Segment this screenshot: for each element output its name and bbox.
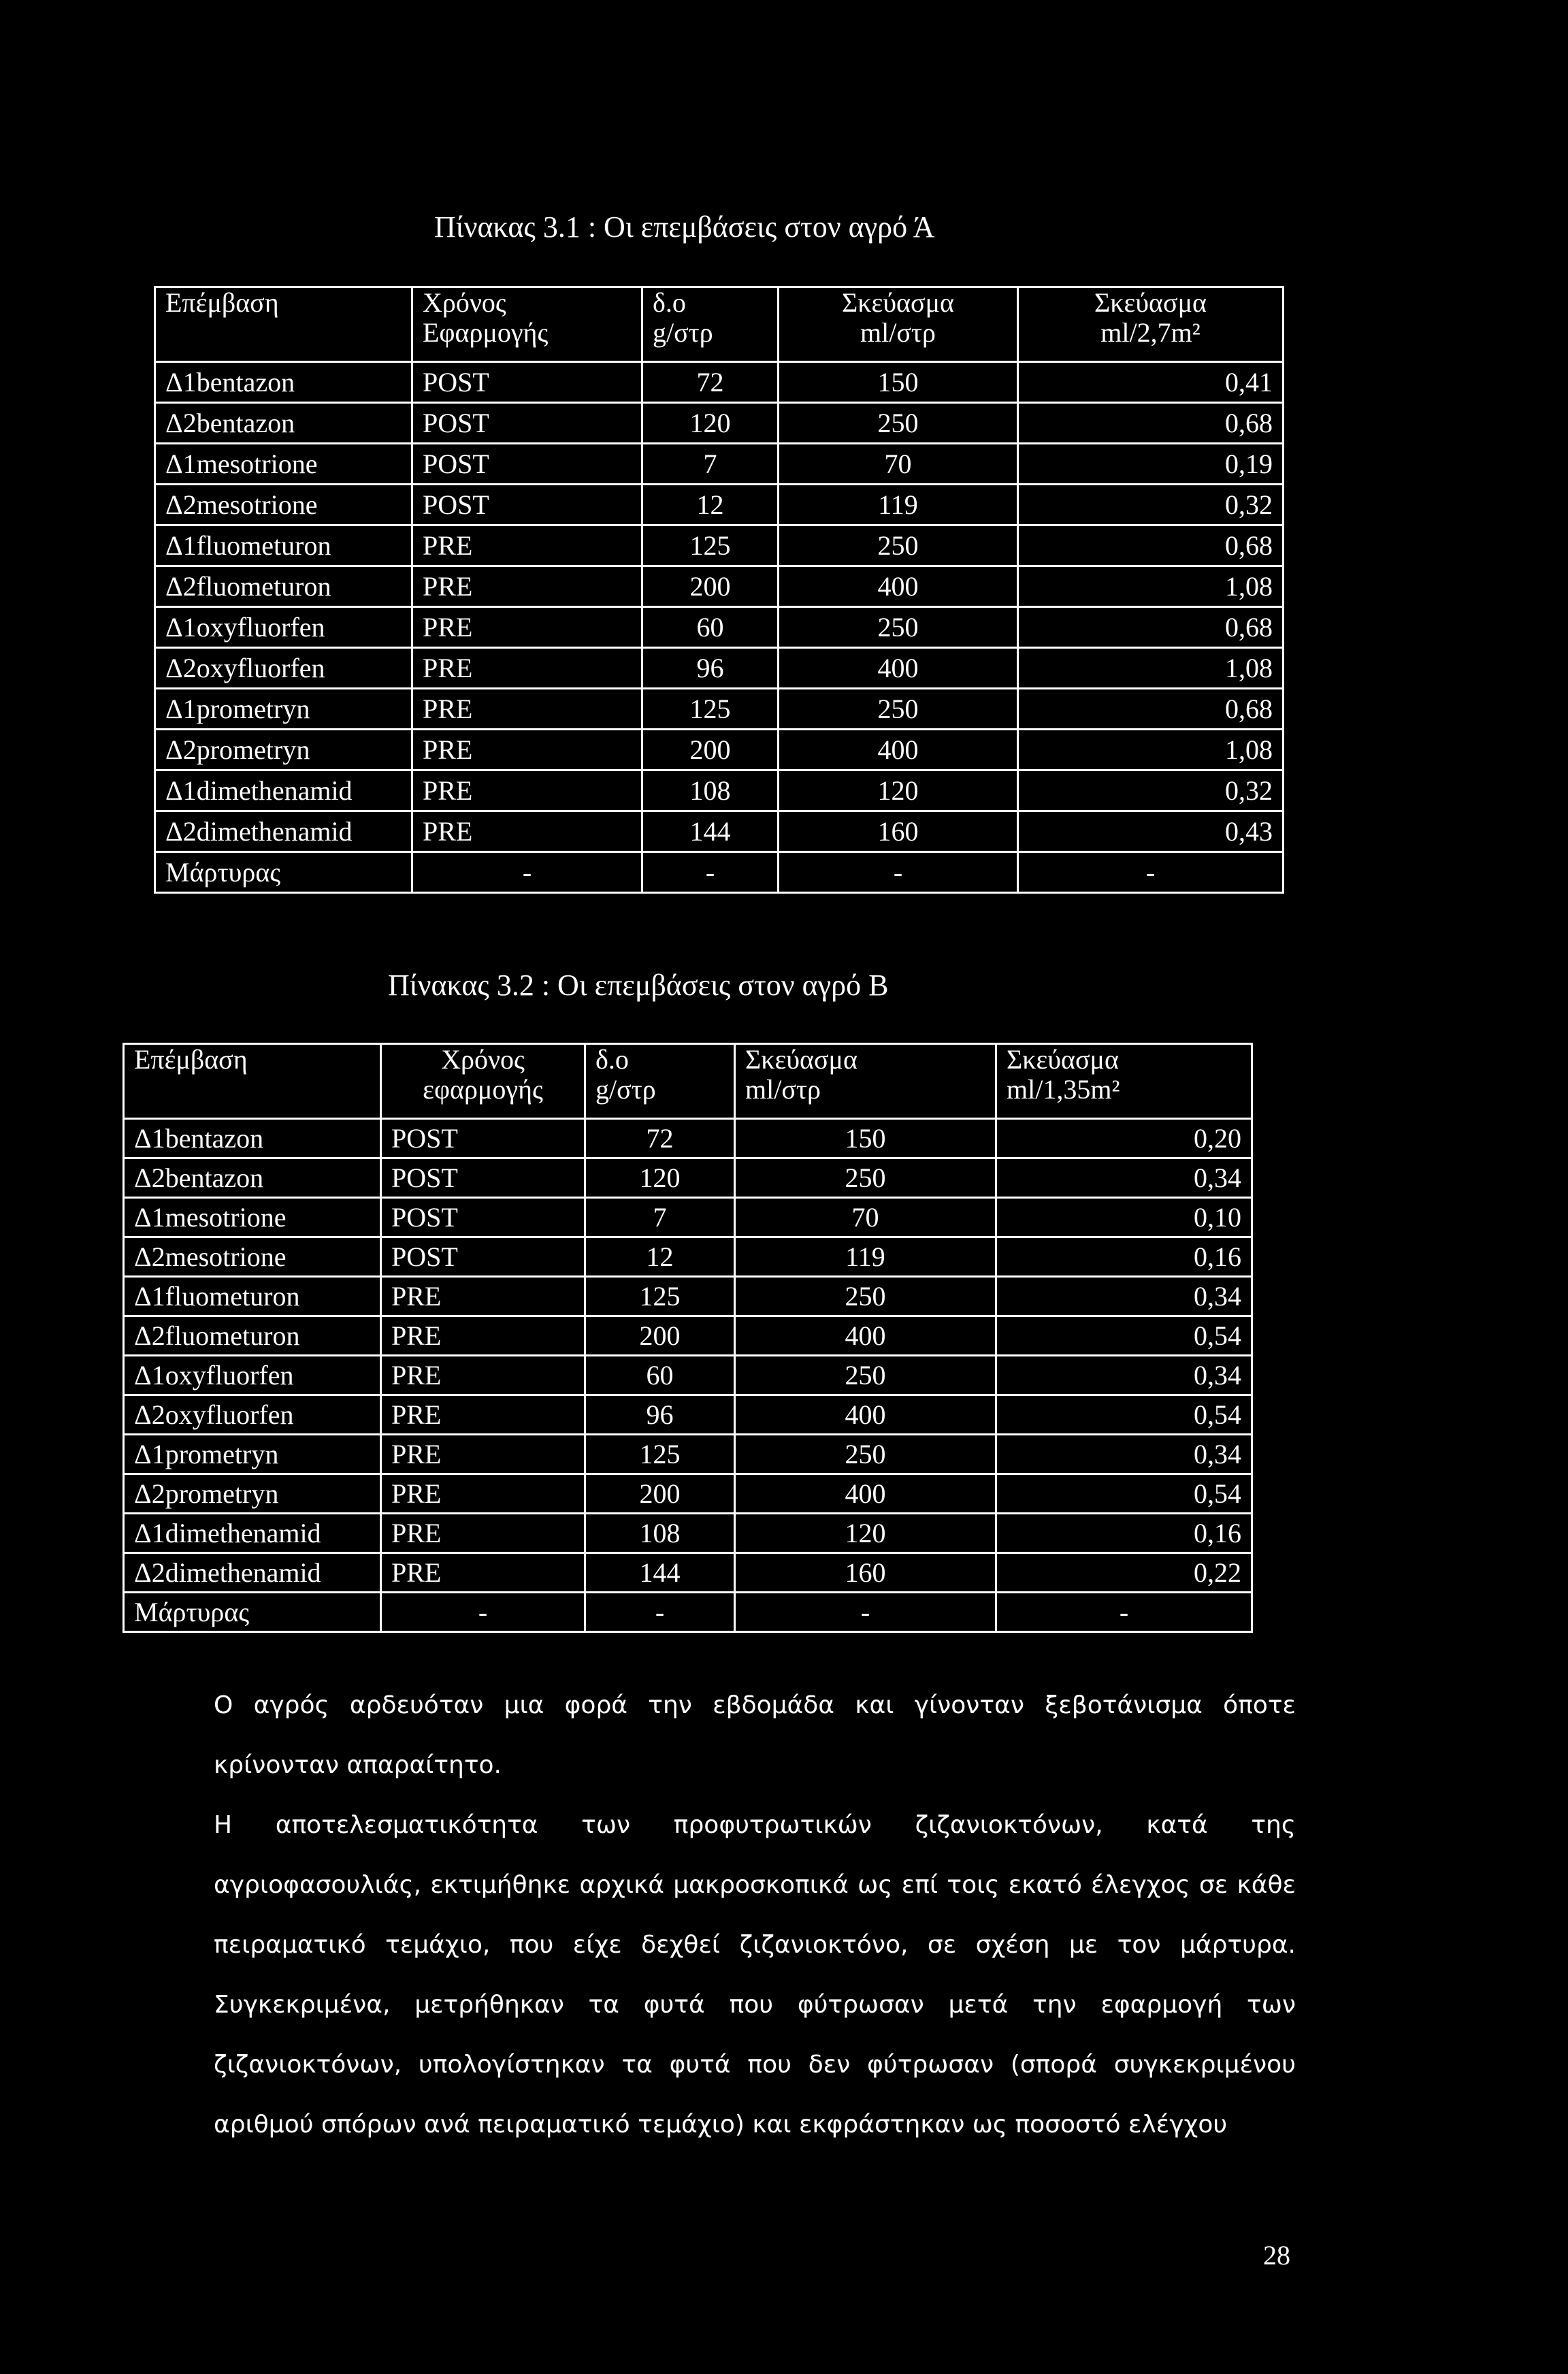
table-row: [155, 444, 1284, 485]
table-row: [155, 607, 1284, 648]
table-cell: Δ2prometryn: [124, 1474, 381, 1514]
table-cell: 119: [735, 1237, 996, 1277]
table-cell: PRE: [381, 1474, 585, 1514]
table-row: [124, 1316, 1252, 1356]
table-row: [124, 1593, 1252, 1632]
table-row: [124, 1474, 1252, 1514]
table-cell: 400: [735, 1395, 996, 1435]
table-cell: Δ1fluometuron: [124, 1277, 381, 1316]
table-cell: Μάρτυρας: [124, 1593, 381, 1632]
table-row: [155, 811, 1284, 852]
table-row: [124, 1514, 1252, 1553]
table-cell: 60: [642, 607, 779, 648]
page-number: 28: [1263, 2240, 1290, 2271]
table-cell: PRE: [381, 1435, 585, 1474]
table-cell: POST: [412, 444, 642, 485]
table-cell: Δ2oxyfluorfen: [155, 648, 412, 689]
table-cell: -: [996, 1593, 1252, 1632]
table-cell: 200: [642, 566, 779, 607]
table-cell: POST: [412, 485, 642, 525]
table-cell: 160: [779, 811, 1018, 852]
table-cell: Δ1oxyfluorfen: [155, 607, 412, 648]
table-cell: 250: [779, 403, 1018, 444]
table-row: [155, 485, 1284, 525]
table2-header-cell: Σκεύασμα ml/στρ: [735, 1044, 996, 1119]
table-cell: 108: [585, 1514, 735, 1553]
table-cell: 0,10: [996, 1198, 1252, 1237]
table-cell: 0,34: [996, 1356, 1252, 1395]
table1: [154, 286, 1284, 894]
table1-caption: Πίνακας 3.1 : Οι επεμβάσεις στον αγρό Ά: [434, 210, 935, 244]
table-cell: 7: [642, 444, 779, 485]
table-cell: Μάρτυρας: [155, 852, 412, 893]
table-row: [124, 1356, 1252, 1395]
table-cell: -: [642, 852, 779, 893]
table-cell: PRE: [412, 689, 642, 730]
table-cell: Δ1mesotrione: [124, 1198, 381, 1237]
table-cell: PRE: [412, 730, 642, 770]
table-row: [124, 1158, 1252, 1198]
table-cell: PRE: [381, 1356, 585, 1395]
table-cell: Δ2fluometuron: [124, 1316, 381, 1356]
table-cell: Δ1prometryn: [155, 689, 412, 730]
body-text: [214, 1676, 1296, 2155]
table-cell: 1,08: [1018, 730, 1284, 770]
table-row: [155, 525, 1284, 566]
table-cell: 250: [779, 689, 1018, 730]
table-cell: 72: [642, 362, 779, 403]
table-cell: Δ2mesotrione: [124, 1237, 381, 1277]
table-cell: 144: [642, 811, 779, 852]
table-cell: Δ2mesotrione: [155, 485, 412, 525]
table-cell: Δ1dimethenamid: [124, 1514, 381, 1553]
table-row: [124, 1119, 1252, 1158]
table-row: [155, 362, 1284, 403]
table-row: [124, 1198, 1252, 1237]
table-cell: POST: [412, 362, 642, 403]
table-cell: Δ2dimethenamid: [124, 1553, 381, 1593]
table-cell: Δ2dimethenamid: [155, 811, 412, 852]
table-cell: 1,08: [1018, 566, 1284, 607]
table-cell: Δ2prometryn: [155, 730, 412, 770]
table-cell: Δ1dimethenamid: [155, 770, 412, 811]
table-cell: -: [779, 852, 1018, 893]
table-cell: POST: [381, 1158, 585, 1198]
table-cell: 400: [779, 648, 1018, 689]
table-cell: PRE: [381, 1395, 585, 1435]
table-cell: 150: [779, 362, 1018, 403]
table-cell: -: [412, 852, 642, 893]
table-cell: 0,19: [1018, 444, 1284, 485]
table-cell: 120: [735, 1514, 996, 1553]
table-cell: 108: [642, 770, 779, 811]
table-cell: POST: [381, 1237, 585, 1277]
table-row: [124, 1435, 1252, 1474]
table2-header-cell: δ.ο g/στρ: [585, 1044, 735, 1119]
table-cell: 144: [585, 1553, 735, 1593]
table-cell: 7: [585, 1198, 735, 1237]
table-cell: Δ1fluometuron: [155, 525, 412, 566]
table-cell: 0,32: [1018, 770, 1284, 811]
table-cell: 125: [585, 1435, 735, 1474]
table-cell: PRE: [412, 648, 642, 689]
table2: [122, 1043, 1253, 1633]
table-cell: -: [735, 1593, 996, 1632]
table-cell: 125: [642, 689, 779, 730]
table-cell: Δ2bentazon: [124, 1158, 381, 1198]
table-cell: POST: [381, 1198, 585, 1237]
table-row: [155, 648, 1284, 689]
table-cell: 0,34: [996, 1277, 1252, 1316]
table1-body: [155, 362, 1284, 893]
table-row: [155, 403, 1284, 444]
table-cell: 250: [735, 1356, 996, 1395]
table-cell: 0,54: [996, 1474, 1252, 1514]
table-cell: -: [585, 1593, 735, 1632]
table-row: [155, 566, 1284, 607]
paragraph: Ο αγρός αρδευόταν μια φορά την εβδομάδα και γίνονταν ξεβοτάνισμα όποτε κρίνονταν απαραίτητο.: [214, 1691, 1296, 1779]
table1-header-row: [155, 287, 1284, 362]
table-cell: 250: [735, 1435, 996, 1474]
table-cell: PRE: [412, 607, 642, 648]
table-cell: 125: [585, 1277, 735, 1316]
table-cell: 0,41: [1018, 362, 1284, 403]
table-cell: 250: [735, 1277, 996, 1316]
table-cell: Δ1bentazon: [155, 362, 412, 403]
table2-header-cell: Επέμβαση: [124, 1044, 381, 1119]
table2-body: [124, 1119, 1252, 1632]
table-cell: 200: [642, 730, 779, 770]
table-row: [155, 852, 1284, 893]
table-row: [155, 689, 1284, 730]
table-cell: 200: [585, 1316, 735, 1356]
table-cell: Δ1prometryn: [124, 1435, 381, 1474]
table-cell: 0,68: [1018, 689, 1284, 730]
table-cell: PRE: [381, 1277, 585, 1316]
table-cell: 12: [642, 485, 779, 525]
table-cell: 400: [735, 1316, 996, 1356]
table1-header-cell: δ.ο g/στρ: [642, 287, 779, 362]
table-cell: PRE: [412, 811, 642, 852]
table-cell: 0,54: [996, 1316, 1252, 1356]
table-cell: Δ1bentazon: [124, 1119, 381, 1158]
table-cell: PRE: [412, 525, 642, 566]
table-cell: 0,34: [996, 1435, 1252, 1474]
table-row: [124, 1395, 1252, 1435]
table-cell: 0,22: [996, 1553, 1252, 1593]
table-cell: 96: [585, 1395, 735, 1435]
table-row: [155, 730, 1284, 770]
table-cell: Δ2bentazon: [155, 403, 412, 444]
table-cell: PRE: [412, 770, 642, 811]
table-cell: 120: [642, 403, 779, 444]
table-cell: 0,20: [996, 1119, 1252, 1158]
table-cell: 0,68: [1018, 403, 1284, 444]
table-cell: 200: [585, 1474, 735, 1514]
table-cell: 0,54: [996, 1395, 1252, 1435]
table-cell: 70: [735, 1198, 996, 1237]
table-cell: 400: [779, 566, 1018, 607]
table-cell: 119: [779, 485, 1018, 525]
table-cell: POST: [381, 1119, 585, 1158]
table1-header-cell: Επέμβαση: [155, 287, 412, 362]
table-row: [155, 770, 1284, 811]
table-cell: 150: [735, 1119, 996, 1158]
table-cell: 0,16: [996, 1514, 1252, 1553]
table-cell: PRE: [412, 566, 642, 607]
table-cell: -: [381, 1593, 585, 1632]
table-cell: PRE: [381, 1553, 585, 1593]
table-cell: -: [1018, 852, 1284, 893]
table-cell: 0,32: [1018, 485, 1284, 525]
table1-header-cell: Χρόνος Εφαρμογής: [412, 287, 642, 362]
table-row: [124, 1237, 1252, 1277]
table-cell: 120: [585, 1158, 735, 1198]
table-cell: POST: [412, 403, 642, 444]
table-cell: 250: [735, 1158, 996, 1198]
table2-header-row: [124, 1044, 1252, 1119]
table2-header-cell: Χρόνος εφαρμογής: [381, 1044, 585, 1119]
table-cell: 70: [779, 444, 1018, 485]
table-cell: 12: [585, 1237, 735, 1277]
table-cell: 160: [735, 1553, 996, 1593]
table-cell: 400: [779, 730, 1018, 770]
table1-header-cell: Σκεύασμα ml/2,7m²: [1018, 287, 1284, 362]
table-cell: PRE: [381, 1514, 585, 1553]
table-cell: 0,68: [1018, 607, 1284, 648]
table-row: [124, 1553, 1252, 1593]
table-cell: 0,43: [1018, 811, 1284, 852]
table2-caption: Πίνακας 3.2 : Οι επεμβάσεις στον αγρό Β: [388, 969, 889, 1002]
paragraph: Η αποτελεσματικότητα των προφυτρωτικών ζιζανιοκτόνων, κατά της αγριοφασουλιάς, εκτιμήθηκε αρχικά μακροσκοπικά ως επί τοις εκατό έλεγχος σε κάθε πειραματικό τεμάχιο, που είχε δεχθεί ζιζανιοκτόνο, σε σχέση με τον μάρτυρα. Συγκεκριμένα, μετρήθηκαν τα φυτά που φύτρωσαν μετά την εφαρμογή των ζιζανιοκτόνων, υπολογίστηκαν τα φυτά που δεν φύτρωσαν (σπορά συγκεκριμένου αριθμού σπόρων ανά πειραματικό τεμάχιο) και εκφράστηκαν ως ποσοστό ελέγχου: [214, 1811, 1296, 2139]
table-cell: 1,08: [1018, 648, 1284, 689]
table-cell: Δ1oxyfluorfen: [124, 1356, 381, 1395]
table-cell: 125: [642, 525, 779, 566]
table-cell: 96: [642, 648, 779, 689]
table-cell: 120: [779, 770, 1018, 811]
table-cell: 250: [779, 525, 1018, 566]
table-cell: 0,16: [996, 1237, 1252, 1277]
table-cell: 60: [585, 1356, 735, 1395]
table-cell: 400: [735, 1474, 996, 1514]
table-cell: Δ1mesotrione: [155, 444, 412, 485]
table-cell: 0,68: [1018, 525, 1284, 566]
table-cell: 250: [779, 607, 1018, 648]
table2-header-cell: Σκεύασμα ml/1,35m²: [996, 1044, 1252, 1119]
table1-header-cell: Σκεύασμα ml/στρ: [779, 287, 1018, 362]
table-row: [124, 1277, 1252, 1316]
table-cell: Δ2oxyfluorfen: [124, 1395, 381, 1435]
table-cell: 0,34: [996, 1158, 1252, 1198]
table-cell: PRE: [381, 1316, 585, 1356]
table-cell: Δ2fluometuron: [155, 566, 412, 607]
table-cell: 72: [585, 1119, 735, 1158]
